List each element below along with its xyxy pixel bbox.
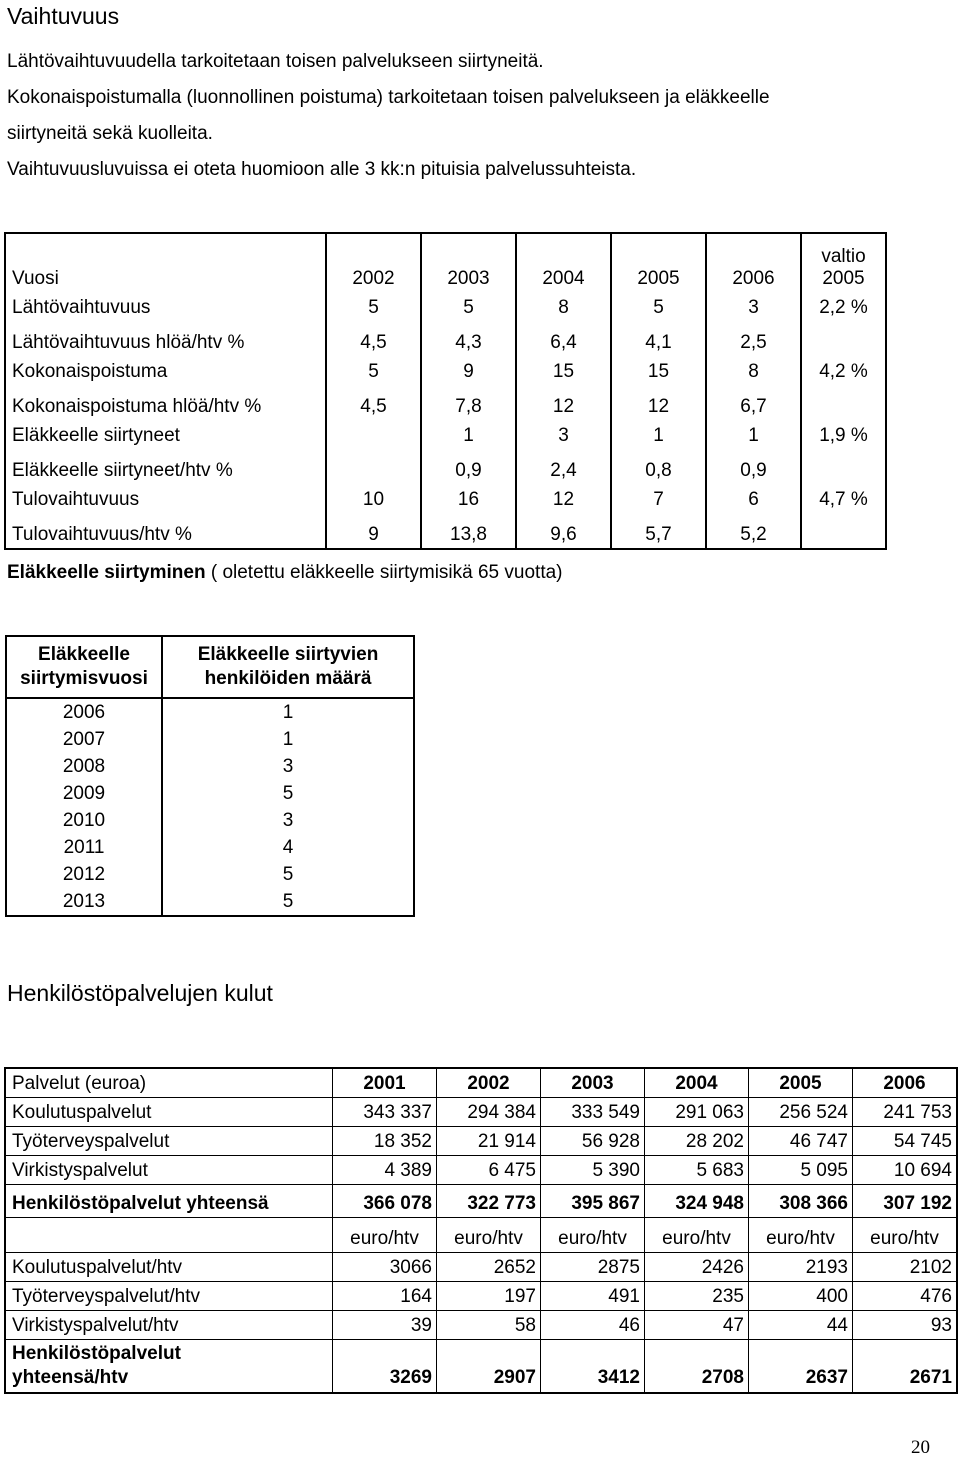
turnover-cell: 15 xyxy=(611,356,706,385)
page-number: 20 xyxy=(911,1437,930,1458)
turnover-cell: 4,3 xyxy=(421,321,516,356)
retirement-count: 3 xyxy=(162,753,414,780)
turnover-cell: 12 xyxy=(516,385,611,420)
costs-htv-cell: 93 xyxy=(853,1311,958,1340)
retirement-year: 2008 xyxy=(62,755,106,777)
turnover-cell: 1 xyxy=(706,420,801,449)
costs-htv-label: Virkistyspalvelut/htv xyxy=(5,1311,333,1340)
costs-unit-cell: euro/htv xyxy=(333,1218,437,1253)
costs-htv-cell: 491 xyxy=(541,1282,645,1311)
turnover-cell: 5 xyxy=(421,292,516,321)
costs-row xyxy=(5,1098,957,1127)
costs-row xyxy=(5,1156,957,1185)
costs-htv-cell: 164 xyxy=(333,1282,437,1311)
valtio-cell xyxy=(801,385,886,420)
turnover-cell: 8 xyxy=(516,292,611,321)
retirement-row xyxy=(6,807,414,834)
costs-htv-cell: 58 xyxy=(437,1311,541,1340)
turnover-header-label: Vuosi xyxy=(12,268,59,289)
intro-line: Kokonaispoistumalla (luonnollinen poistuma) tarkoitetaan toisen palvelukseen ja eläkkeelle xyxy=(7,87,770,108)
retirement-count-header xyxy=(162,636,414,698)
turnover-cell: 1 xyxy=(611,420,706,449)
turnover-cell: 4,1 xyxy=(611,321,706,356)
valtio-cell xyxy=(801,449,886,484)
costs-row-label: Virkistyspalvelut xyxy=(5,1156,333,1185)
retirement-count: 5 xyxy=(162,861,414,888)
costs-year-header: 2005 xyxy=(749,1068,853,1098)
valtio-cell: 4,2 % xyxy=(801,356,886,385)
retirement-heading-rest: ( oletettu eläkkeelle siirtymisikä 65 vuotta) xyxy=(205,562,563,583)
costs-htv-cell: 400 xyxy=(749,1282,853,1311)
costs-unit-cell: euro/htv xyxy=(541,1218,645,1253)
turnover-cell: 12 xyxy=(516,484,611,513)
turnover-header-row xyxy=(5,233,886,292)
turnover-row xyxy=(5,321,886,356)
costs-total-cell: 307 192 xyxy=(853,1185,958,1218)
turnover-row xyxy=(5,356,886,385)
turnover-row-label: Tulovaihtuvuus xyxy=(12,489,140,510)
costs-htv-cell: 2102 xyxy=(853,1253,958,1282)
costs-cell: 6 475 xyxy=(437,1156,541,1185)
costs-year-header: 2003 xyxy=(541,1068,645,1098)
valtio-cell xyxy=(801,321,886,356)
costs-htv-row xyxy=(5,1311,957,1340)
costs-cell: 343 337 xyxy=(333,1098,437,1127)
turnover-cell: 0,8 xyxy=(611,449,706,484)
turnover-cell: 7 xyxy=(611,484,706,513)
costs-htv-cell: 235 xyxy=(645,1282,749,1311)
costs-year-header: 2001 xyxy=(333,1068,437,1098)
turnover-cell: 12 xyxy=(611,385,706,420)
costs-cell: 46 747 xyxy=(749,1127,853,1156)
valtio-header xyxy=(801,233,886,292)
costs-header-row xyxy=(5,1068,957,1098)
retirement-heading xyxy=(7,562,563,584)
turnover-row xyxy=(5,484,886,513)
turnover-cell: 7,8 xyxy=(421,385,516,420)
costs-cell: 21 914 xyxy=(437,1127,541,1156)
costs-htv-cell: 197 xyxy=(437,1282,541,1311)
costs-htv-total-cell: 3412 xyxy=(541,1340,645,1394)
turnover-cell: 8 xyxy=(706,356,801,385)
turnover-row-label: Kokonaispoistuma xyxy=(12,361,168,382)
turnover-cell: 5 xyxy=(326,356,421,385)
costs-htv-label: Koulutuspalvelut/htv xyxy=(5,1253,333,1282)
turnover-cell: 5 xyxy=(611,292,706,321)
costs-cell: 241 753 xyxy=(853,1098,958,1127)
retirement-count: 1 xyxy=(162,698,414,726)
costs-htv-row xyxy=(5,1253,957,1282)
costs-htv-row xyxy=(5,1282,957,1311)
costs-htv-cell: 2426 xyxy=(645,1253,749,1282)
valtio-cell: 2,2 % xyxy=(801,292,886,321)
costs-cell: 333 549 xyxy=(541,1098,645,1127)
retirement-heading-bold: Eläkkeelle siirtyminen xyxy=(7,562,206,583)
turnover-cell: 4,5 xyxy=(326,321,421,356)
turnover-row xyxy=(5,449,886,484)
intro-line: siirtyneitä sekä kuolleita. xyxy=(7,123,213,144)
turnover-row xyxy=(5,385,886,420)
retirement-count: 5 xyxy=(162,888,414,916)
turnover-cell: 0,9 xyxy=(706,449,801,484)
costs-htv-cell: 2652 xyxy=(437,1253,541,1282)
valtio-cell: 1,9 % xyxy=(801,420,886,449)
costs-cell: 28 202 xyxy=(645,1127,749,1156)
turnover-row-label: Lähtövaihtuvuus xyxy=(12,297,151,318)
turnover-cell: 9 xyxy=(421,356,516,385)
valtio-cell xyxy=(801,513,886,549)
costs-unit-cell: euro/htv xyxy=(749,1218,853,1253)
retirement-row xyxy=(6,888,414,916)
costs-htv-total-cell: 2671 xyxy=(853,1340,958,1394)
turnover-year-header: 2006 xyxy=(706,233,801,292)
retirement-header-row xyxy=(6,636,414,698)
costs-htv-total-label-line2: yhteensä/htv xyxy=(12,1367,129,1388)
turnover-cell: 2,5 xyxy=(706,321,801,356)
costs-htv-total-label xyxy=(5,1340,333,1394)
costs-htv-total-cell: 2708 xyxy=(645,1340,749,1394)
costs-total-cell: 322 773 xyxy=(437,1185,541,1218)
retirement-year: 2009 xyxy=(62,782,106,804)
turnover-year-header: 2003 xyxy=(421,233,516,292)
costs-htv-label: Työterveyspalvelut/htv xyxy=(5,1282,333,1311)
page-title: Vaihtuvuus xyxy=(7,3,120,29)
retirement-year-header-line1: Eläkkeelle xyxy=(38,644,130,665)
turnover-year-header: 2004 xyxy=(516,233,611,292)
retirement-year: 2011 xyxy=(63,836,105,858)
retirement-year-header-line2: siirtymisvuosi xyxy=(20,668,148,689)
intro-text xyxy=(7,44,770,188)
retirement-count: 4 xyxy=(162,834,414,861)
costs-htv-total-label-line1: Henkilöstöpalvelut xyxy=(12,1343,181,1364)
costs-table xyxy=(4,1067,958,1394)
retirement-count-header-line1: Eläkkeelle siirtyvien xyxy=(197,644,379,665)
costs-htv-cell: 46 xyxy=(541,1311,645,1340)
valtio-header-line2: 2005 xyxy=(822,268,865,289)
costs-htv-cell: 2193 xyxy=(749,1253,853,1282)
costs-htv-total-cell: 2907 xyxy=(437,1340,541,1394)
costs-cell: 291 063 xyxy=(645,1098,749,1127)
turnover-cell: 15 xyxy=(516,356,611,385)
turnover-cell: 5 xyxy=(326,292,421,321)
costs-unit-cell: euro/htv xyxy=(437,1218,541,1253)
retirement-year: 2006 xyxy=(62,701,106,723)
turnover-cell: 6 xyxy=(706,484,801,513)
turnover-row xyxy=(5,513,886,549)
valtio-cell: 4,7 % xyxy=(801,484,886,513)
turnover-row-label: Tulovaihtuvuus/htv % xyxy=(12,524,192,545)
costs-unit-cell: euro/htv xyxy=(853,1218,958,1253)
retirement-count: 1 xyxy=(162,726,414,753)
costs-cell: 18 352 xyxy=(333,1127,437,1156)
retirement-table xyxy=(5,635,415,917)
costs-total-cell: 366 078 xyxy=(333,1185,437,1218)
costs-unit-cell: euro/htv xyxy=(645,1218,749,1253)
intro-line: Vaihtuvuusluvuissa ei oteta huomioon alle 3 kk:n pituisia palvelussuhteista. xyxy=(7,159,637,180)
turnover-cell: 6,4 xyxy=(516,321,611,356)
costs-year-header: 2004 xyxy=(645,1068,749,1098)
turnover-cell: 3 xyxy=(706,292,801,321)
costs-cell: 256 524 xyxy=(749,1098,853,1127)
turnover-cell: 5,7 xyxy=(611,513,706,549)
costs-total-cell: 308 366 xyxy=(749,1185,853,1218)
retirement-year: 2012 xyxy=(62,863,106,885)
turnover-cell: 4,5 xyxy=(326,385,421,420)
costs-total-cell: 395 867 xyxy=(541,1185,645,1218)
costs-htv-total-cell: 3269 xyxy=(333,1340,437,1394)
turnover-cell: 5,2 xyxy=(706,513,801,549)
retirement-row xyxy=(6,753,414,780)
retirement-row xyxy=(6,698,414,726)
costs-row-label: Työterveyspalvelut xyxy=(5,1127,333,1156)
costs-total-label: Henkilöstöpalvelut yhteensä xyxy=(5,1185,333,1218)
retirement-count: 5 xyxy=(162,780,414,807)
costs-cell: 5 390 xyxy=(541,1156,645,1185)
costs-total-row xyxy=(5,1185,957,1218)
turnover-row-label: Eläkkeelle siirtyneet/htv % xyxy=(12,460,233,481)
costs-cell: 294 384 xyxy=(437,1098,541,1127)
costs-htv-total-row xyxy=(5,1340,957,1394)
turnover-cell: 0,9 xyxy=(421,449,516,484)
turnover-cell: 16 xyxy=(421,484,516,513)
retirement-year: 2007 xyxy=(62,728,106,750)
costs-year-header: 2002 xyxy=(437,1068,541,1098)
costs-htv-cell: 44 xyxy=(749,1311,853,1340)
turnover-cell: 6,7 xyxy=(706,385,801,420)
costs-heading: Henkilöstöpalvelujen kulut xyxy=(7,980,273,1006)
turnover-row xyxy=(5,292,886,321)
turnover-cell: 2,4 xyxy=(516,449,611,484)
retirement-count: 3 xyxy=(162,807,414,834)
costs-htv-cell: 39 xyxy=(333,1311,437,1340)
costs-htv-total-cell: 2637 xyxy=(749,1340,853,1394)
costs-cell: 10 694 xyxy=(853,1156,958,1185)
costs-unit-label xyxy=(5,1218,333,1253)
turnover-row-label: Kokonaispoistuma hlöä/htv % xyxy=(12,396,262,417)
turnover-cell: 3 xyxy=(516,420,611,449)
costs-year-header: 2006 xyxy=(853,1068,958,1098)
costs-header-label: Palvelut (euroa) xyxy=(5,1068,333,1098)
retirement-count-header-line2: henkilöiden määrä xyxy=(204,668,372,689)
retirement-year: 2010 xyxy=(62,809,106,831)
costs-cell: 5 683 xyxy=(645,1156,749,1185)
retirement-row xyxy=(6,780,414,807)
turnover-cell: 1 xyxy=(421,420,516,449)
costs-htv-cell: 2875 xyxy=(541,1253,645,1282)
costs-cell: 56 928 xyxy=(541,1127,645,1156)
costs-row xyxy=(5,1127,957,1156)
costs-total-cell: 324 948 xyxy=(645,1185,749,1218)
retirement-year: 2013 xyxy=(62,890,106,912)
costs-htv-cell: 3066 xyxy=(333,1253,437,1282)
turnover-cell xyxy=(326,449,421,484)
intro-line: Lähtövaihtuvuudella tarkoitetaan toisen palvelukseen siirtyneitä. xyxy=(7,51,544,72)
retirement-row xyxy=(6,834,414,861)
retirement-row xyxy=(6,726,414,753)
costs-htv-cell: 476 xyxy=(853,1282,958,1311)
costs-cell: 5 095 xyxy=(749,1156,853,1185)
turnover-cell: 9 xyxy=(326,513,421,549)
turnover-row-label: Lähtövaihtuvuus hlöä/htv % xyxy=(12,332,245,353)
turnover-year-header: 2002 xyxy=(326,233,421,292)
turnover-cell xyxy=(326,420,421,449)
retirement-row xyxy=(6,861,414,888)
costs-row-label: Koulutuspalvelut xyxy=(5,1098,333,1127)
turnover-cell: 9,6 xyxy=(516,513,611,549)
costs-cell: 4 389 xyxy=(333,1156,437,1185)
retirement-year-header xyxy=(6,636,162,698)
turnover-year-header: 2005 xyxy=(611,233,706,292)
turnover-row-label: Eläkkeelle siirtyneet xyxy=(12,425,180,446)
turnover-cell: 13,8 xyxy=(421,513,516,549)
valtio-header-line1: valtio xyxy=(821,246,866,267)
costs-cell: 54 745 xyxy=(853,1127,958,1156)
costs-htv-cell: 47 xyxy=(645,1311,749,1340)
turnover-row xyxy=(5,420,886,449)
turnover-cell: 10 xyxy=(326,484,421,513)
turnover-table xyxy=(4,232,887,550)
costs-unit-row xyxy=(5,1218,957,1253)
